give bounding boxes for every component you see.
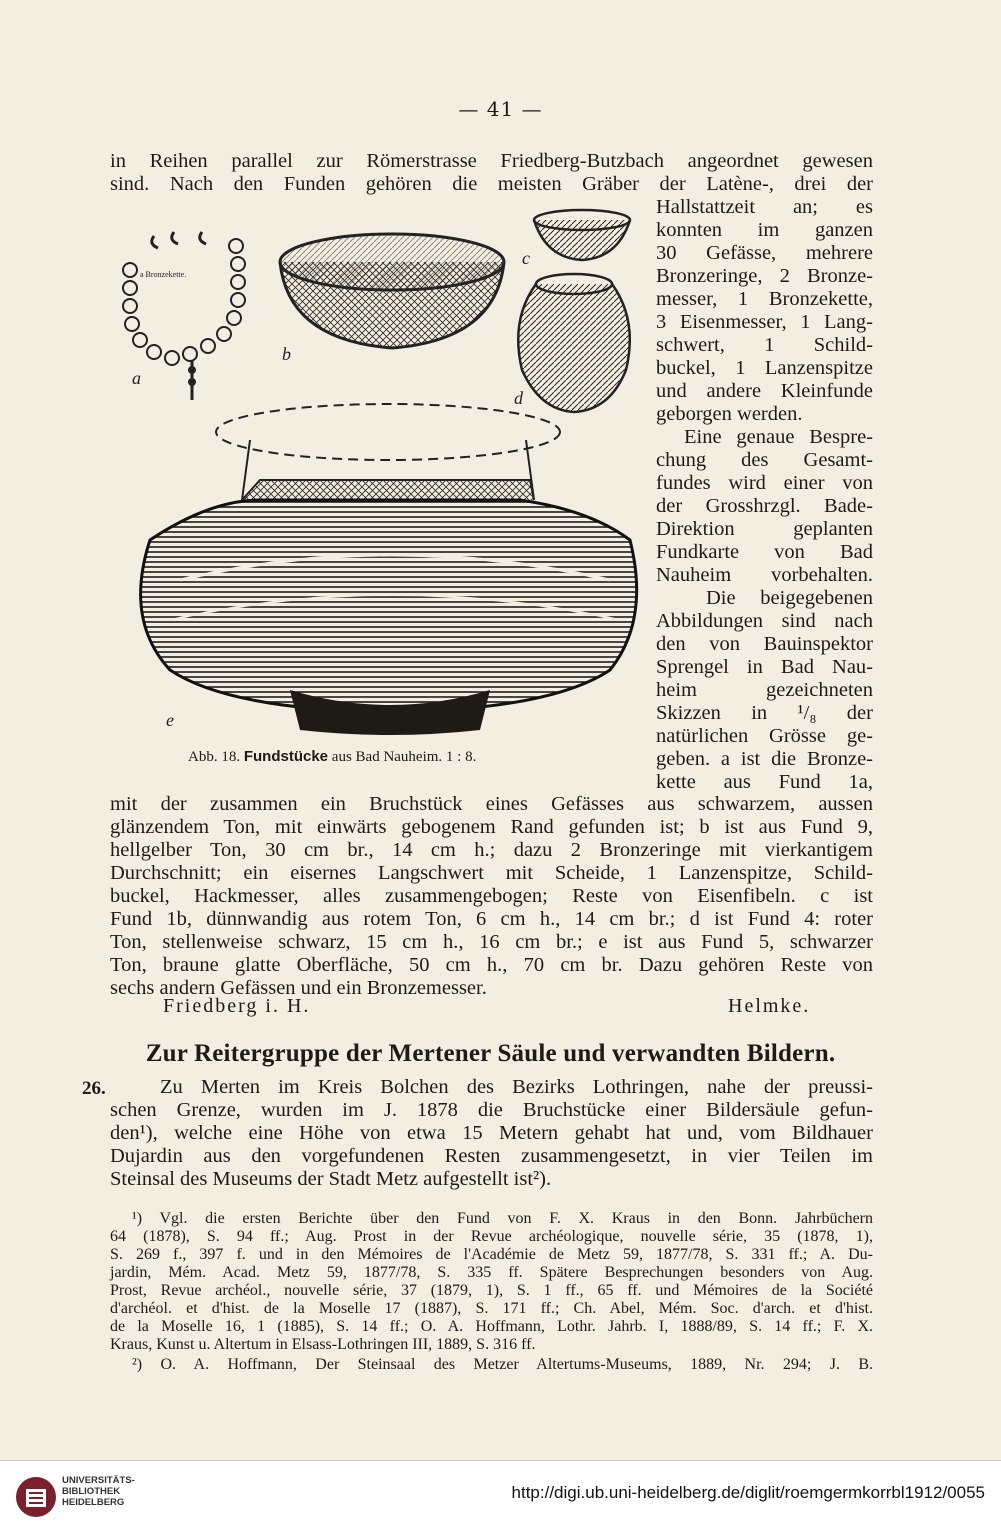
body-line: mit der zusammen ein Bruchstück eines Gefässes aus schwarzem, aussen — [110, 793, 873, 815]
column-line: schwert, 1 Schild- — [656, 334, 873, 356]
column-line: geborgen werden. — [656, 403, 803, 425]
figure-label-e: e — [166, 710, 174, 730]
column-line: fundes wird einer von — [656, 472, 873, 494]
footnote-line: d'archéol. et d'hist. de la Moselle 17 (1887), S. 171 ff.; Ch. Abel, Mém. Soc. d'arch. et d'hist. — [110, 1300, 873, 1317]
column-line: geben. a ist die Bronze- — [656, 748, 873, 770]
body-line: Ton, stellenweise schwarz, 15 cm h., 16 cm br.; e ist aus Fund 5, schwarzer — [110, 931, 873, 953]
permalink-url[interactable]: http://digi.ub.uni-heidelberg.de/diglit/roemgermkorrbl1912/0055 — [511, 1483, 985, 1502]
bowl-drawing — [280, 234, 504, 348]
footnote-line: S. 269 f., 397 f. und in den Mémoires de l'Académie de Metz 59, 1877/78, S. 331 ff.; A. Du- — [110, 1246, 873, 1263]
cup-drawing — [534, 210, 630, 260]
column-line: der Grosshrzgl. Bade- — [656, 495, 873, 517]
section-line: Zu Merten im Kreis Bolchen des Bezirks Lothringen, nahe der preussi- — [160, 1076, 873, 1098]
body-line: Ton, braune glatte Oberfläche, 50 cm h., 70 cm br. Dazu gehören Reste von — [110, 954, 873, 976]
university-logo-icon — [14, 1475, 58, 1519]
column-line: Nauheim vorbehalten. — [656, 564, 873, 586]
figure-label-c: c — [522, 248, 530, 268]
section-line: den¹), welche eine Höhe von etwa 15 Metern gehabt hat und, vom Bildhauer — [110, 1122, 873, 1144]
footnote-line: ¹) Vgl. die ersten Berichte über den Fund von F. X. Kraus in den Bonn. Jahrbüchern — [132, 1210, 873, 1227]
intro-line: sind. Nach den Funden gehören die meisten Gräber der Latène-, drei der — [110, 173, 873, 195]
body-line: hellgelber Ton, 30 cm br., 14 cm h.; dazu 2 Bronzeringe mit vierkantigem — [110, 839, 873, 861]
column-line: Direktion geplanten — [656, 518, 873, 540]
column-line: Die beigegebenen — [706, 587, 873, 609]
figure-illustration — [110, 200, 650, 745]
footnote-line: de la Moselle 16, 1 (1885), S. 14 ff.; O. A. Hoffmann, Lothr. Jahrb. I, 1888/89, S. 14 ff.; F. X. — [110, 1318, 873, 1335]
column-line: Skizzen in ¹/₈ der — [656, 702, 873, 724]
column-line: Abbildungen sind nach — [656, 610, 873, 632]
intro-line: in Reihen parallel zur Römerstrasse Friedberg-Butzbach angeordnet gewesen — [110, 150, 873, 172]
column-line: 30 Gefässe, mehrere — [656, 242, 873, 264]
library-line: UNIVERSITÄTS- — [62, 1475, 135, 1486]
caption-prefix: Abb. 18. — [188, 749, 241, 765]
column-line: den von Bauinspektor — [656, 633, 873, 655]
body-line: Fund 1b, dünnwandig aus rotem Ton, 6 cm h., 14 cm br.; d ist Fund 4: roter — [110, 908, 873, 930]
column-line: und andere Kleinfunde — [656, 380, 873, 402]
column-line: messer, 1 Bronzekette, — [656, 288, 873, 310]
column-line: Fundkarte von Bad — [656, 541, 873, 563]
footnote-line: 64 (1878), S. 94 ff.; Aug. Prost in der Revue archéologique, nouvelle série, 35 (1878, 1), — [110, 1228, 873, 1245]
page-number: — 41 — — [458, 97, 543, 121]
figure-label-d: d — [514, 388, 523, 408]
section-line: Dujardin aus den vorgefundenen Resten zusammengesetzt, in vier Teilen im — [110, 1145, 873, 1167]
column-line: Hallstattzeit an; es — [656, 196, 873, 218]
figure-label-a: a — [132, 368, 141, 388]
body-line: buckel, Hackmesser, alles zusammengebogen; Reste von Eisenfibeln. c ist — [110, 885, 873, 907]
viewer-footer — [0, 1460, 1001, 1540]
footnote-line: Kraus, Kunst u. Altertum in Elsass-Lothringen III, 1889, S. 316 ff. — [110, 1336, 536, 1353]
jar-drawing — [518, 274, 630, 412]
signature-author: Helmke. — [728, 995, 811, 1017]
column-line: Eine genaue Bespre- — [684, 426, 873, 448]
column-line: chung des Gesamt- — [656, 449, 873, 471]
bronze-chain-drawing — [123, 232, 245, 400]
library-line: HEIDELBERG — [62, 1497, 125, 1508]
figure-caption — [188, 748, 476, 766]
large-vessel-drawing — [141, 404, 637, 735]
column-line: Bronzeringe, 2 Bronze- — [656, 265, 873, 287]
figure-label-b: b — [282, 344, 291, 364]
body-line: sechs andern Gefässen und ein Bronzemesser. — [110, 977, 487, 999]
column-line: buckel, 1 Lanzenspitze — [656, 357, 873, 379]
library-name — [62, 1475, 135, 1508]
library-line: BIBLIOTHEK — [62, 1486, 121, 1497]
footnote-line: jardin, Mém. Acad. Metz 59, 1877/78, S. 335 ff. Spätere Besprechungen besonders von Aug. — [110, 1264, 873, 1281]
column-line: kette aus Fund 1a, — [656, 771, 873, 793]
body-line: glänzendem Ton, mit einwärts gebogenem Rand gefunden ist; b ist aus Fund 9, — [110, 816, 873, 838]
footnote-line: ²) O. A. Hoffmann, Der Steinsaal des Metzer Altertums-Museums, 1889, Nr. 294; J. B. — [132, 1356, 873, 1373]
caption-title: Fundstücke — [243, 748, 329, 765]
column-line: konnten im ganzen — [656, 219, 873, 241]
finds-drawing — [110, 200, 650, 745]
section-number: 26. — [82, 1078, 106, 1099]
section-line: schen Grenze, wurden im J. 1878 die Bruchstücke einer Bildersäule gefun- — [110, 1099, 873, 1121]
section-heading: Zur Reitergruppe der Mertener Säule und verwandten Bildern. — [145, 1040, 836, 1067]
column-line: Sprengel in Bad Nau- — [656, 656, 873, 678]
signature-place: Friedberg i. H. — [163, 995, 311, 1017]
column-line: heim gezeichneten — [656, 679, 873, 701]
chain-label-text: a Bronzekette. — [140, 270, 187, 279]
caption-suffix: aus Bad Nauheim. 1 : 8. — [331, 749, 477, 765]
body-line: Durchschnitt; ein eisernes Langschwert mit Scheide, 1 Lanzenspitze, Schild- — [110, 862, 873, 884]
column-line: 3 Eisenmesser, 1 Lang- — [656, 311, 873, 333]
column-line: natürlichen Grösse ge- — [656, 725, 873, 747]
footnote-line: Prost, Revue archéol., nouvelle série, 37 (1879, 1), S. 1 ff., 65 ff. und Mémoires de la Société — [110, 1282, 873, 1299]
section-line: Steinsal des Museums der Stadt Metz aufgestellt ist²). — [110, 1168, 552, 1190]
